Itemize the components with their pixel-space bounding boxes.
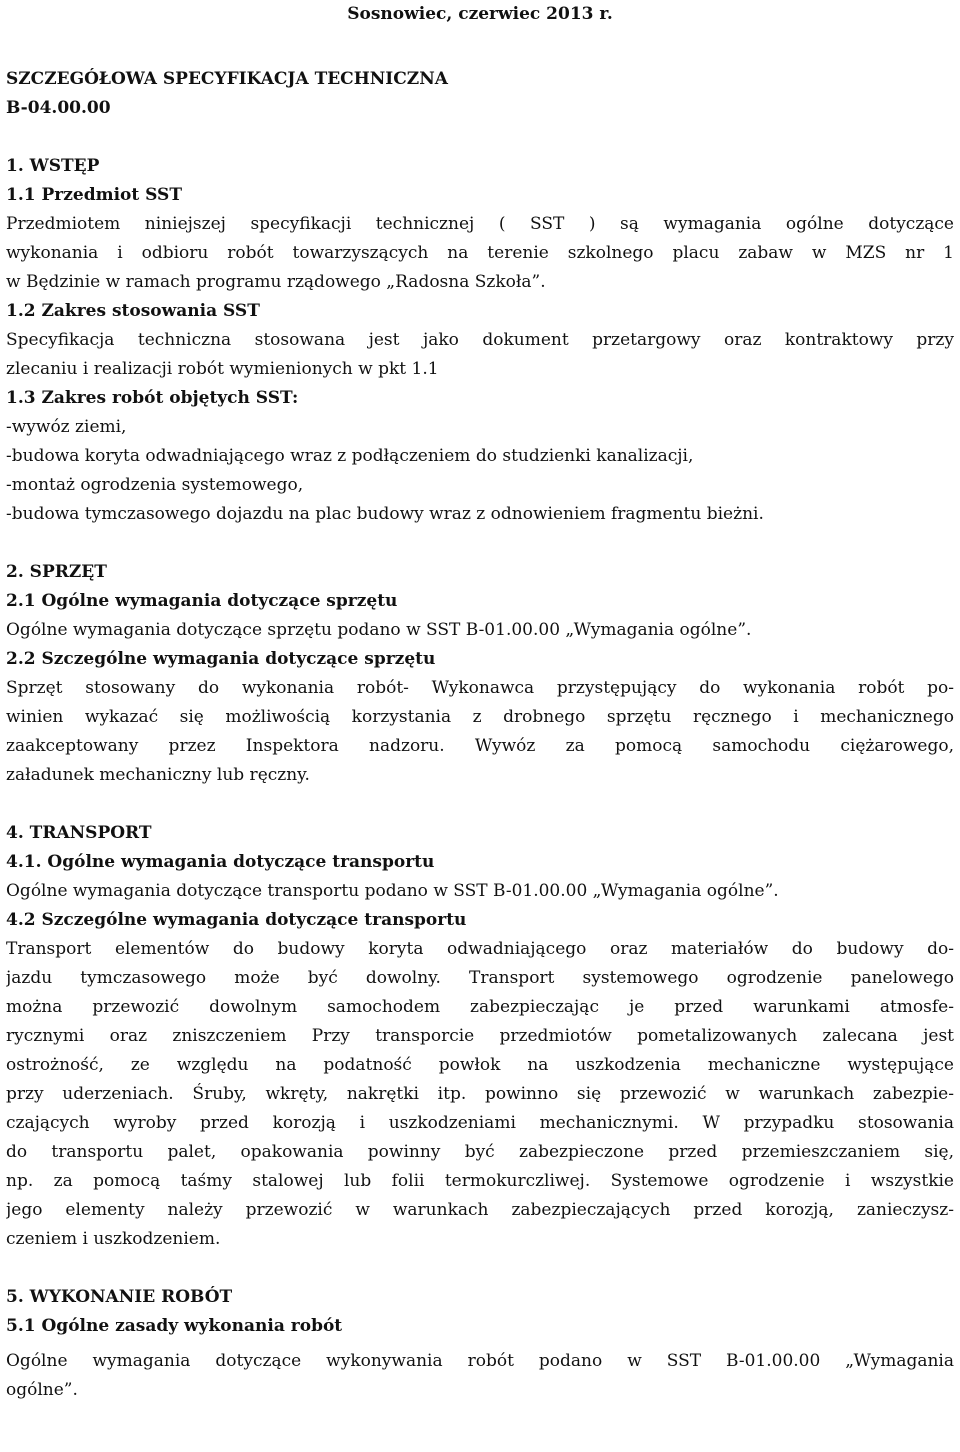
section-5-1-line: ogólne”. — [6, 1380, 78, 1400]
section-4-2-line: można przewozić dowolnym samochodem zabezpieczając je przed warunkami atmosfe- — [6, 997, 954, 1017]
scope-list-item: -budowa tymczasowego dojazdu na plac budowy wraz z odnowieniem fragmentu bieżni. — [6, 504, 764, 524]
scope-list-item: -montaż ogrodzenia systemowego, — [6, 475, 304, 495]
section-1-1-heading: 1.1 Przedmiot SST — [6, 185, 182, 205]
section-2-2-line: winien wykazać się możliwością korzystania z drobnego sprzętu ręcznego i mechanicznego — [6, 707, 954, 727]
section-4-2-line: do transportu palet, opakowania powinny być zabezpieczone przed przemieszczaniem się, — [6, 1142, 954, 1162]
section-5-1-line: Ogólne wymagania dotyczące wykonywania robót podano w SST B-01.00.00 „Wymagania — [6, 1351, 954, 1371]
section-4-1-heading: 4.1. Ogólne wymagania dotyczące transportu — [6, 852, 435, 872]
section-2-2-line: załadunek mechaniczny lub ręczny. — [6, 765, 310, 785]
section-1-heading: 1. WSTĘP — [6, 156, 100, 176]
location-date: Sosnowiec, czerwiec 2013 r. — [347, 4, 613, 24]
scope-list-item: -wywóz ziemi, — [6, 417, 127, 437]
scope-list-item: -budowa koryta odwadniającego wraz z podłączeniem do studzienki kanalizacji, — [6, 446, 694, 466]
section-4-2-line: czających wyroby przed korozją i uszkodzeniami mechanicznymi. W przypadku stosowania — [6, 1113, 954, 1133]
section-1-2-heading: 1.2 Zakres stosowania SST — [6, 301, 260, 321]
section-2-2-line: Sprzęt stosowany do wykonania robót- Wykonawca przystępujący do wykonania robót po- — [6, 678, 954, 698]
section-2-2-heading: 2.2 Szczególne wymagania dotyczące sprzętu — [6, 649, 436, 669]
section-4-2-line: czeniem i uszkodzeniem. — [6, 1229, 221, 1249]
doc-code: B-04.00.00 — [6, 98, 111, 118]
section-4-2-heading: 4.2 Szczególne wymagania dotyczące transportu — [6, 910, 467, 930]
section-1-1-line: Przedmiotem niniejszej specyfikacji technicznej ( SST ) są wymagania ogólne dotyczące — [6, 214, 954, 234]
section-1-2-line: Specyfikacja techniczna stosowana jest jako dokument przetargowy oraz kontraktowy przy — [6, 330, 954, 350]
section-1-1-line: w Będzinie w ramach programu rządowego „Radosna Szkoła”. — [6, 272, 546, 292]
section-2-heading: 2. SPRZĘT — [6, 562, 107, 582]
section-1-3-heading: 1.3 Zakres robót objętych SST: — [6, 388, 299, 408]
section-1-2-line: zlecaniu i realizacji robót wymienionych w pkt 1.1 — [6, 359, 439, 379]
section-4-2-line: Transport elementów do budowy koryta odwadniającego oraz materiałów do budowy do- — [6, 939, 954, 959]
section-2-2-line: zaakceptowany przez Inspektora nadzoru. Wywóz za pomocą samochodu ciężarowego, — [6, 736, 954, 756]
section-4-2-line: jego elementy należy przewozić w warunkach zabezpieczających przed korozją, zanieczysz- — [6, 1200, 954, 1220]
section-5-heading: 5. WYKONANIE ROBÓT — [6, 1287, 233, 1307]
doc-title: SZCZEGÓŁOWA SPECYFIKACJA TECHNICZNA — [6, 69, 448, 89]
section-4-2-line: ostrożność, ze względu na podatność powłok na uszkodzenia mechaniczne występujące — [6, 1055, 954, 1075]
section-4-2-line: rycznymi oraz zniszczeniem Przy transporcie przedmiotów pometalizowanych zalecana jest — [6, 1026, 954, 1046]
section-1-1-line: wykonania i odbioru robót towarzyszących na terenie szkolnego placu zabaw w MZS nr 1 — [6, 243, 954, 263]
section-4-1-text: Ogólne wymagania dotyczące transportu podano w SST B-01.00.00 „Wymagania ogólne”. — [6, 881, 779, 901]
section-4-2-line: przy uderzeniach. Śruby, wkręty, nakrętki itp. powinno się przewozić w warunkach zabezpie- — [6, 1084, 954, 1104]
section-4-heading: 4. TRANSPORT — [6, 823, 152, 843]
section-5-1-heading: 5.1 Ogólne zasady wykonania robót — [6, 1316, 343, 1336]
section-2-1-text: Ogólne wymagania dotyczące sprzętu podano w SST B-01.00.00 „Wymagania ogólne”. — [6, 620, 752, 640]
section-4-2-line: jazdu tymczasowego może być dowolny. Transport systemowego ogrodzenie panelowego — [6, 968, 954, 988]
section-4-2-line: np. za pomocą taśmy stalowej lub folii termokurczliwej. Systemowe ogrodzenie i wszystkie — [6, 1171, 954, 1191]
section-2-1-heading: 2.1 Ogólne wymagania dotyczące sprzętu — [6, 591, 398, 611]
